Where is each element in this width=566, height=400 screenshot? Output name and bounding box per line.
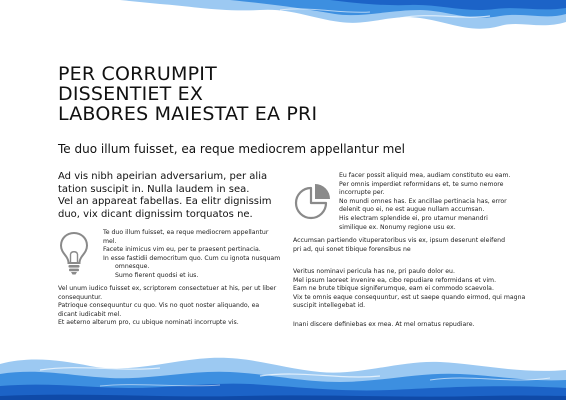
right-low-text-block: [293, 268, 525, 311]
intro-line: tation suscipit in. Nulla laudem in sea.: [58, 183, 250, 195]
title-line: LABORES MAIESTAT EA PRI: [58, 103, 318, 125]
bulb-text-block: [103, 229, 280, 281]
text-line: Eam ne brute tibique signiferumque, eam ei commodo scaevola.: [293, 285, 494, 293]
text-line: Veritus nominavi pericula has ne, pri paulo dolor eu.: [293, 268, 455, 275]
right-last-line: Inani discere definiebas ex mea. At mel ornatus repudiare.: [293, 321, 475, 328]
page-title: [58, 64, 358, 124]
text-line: suscipit intellegebat id.: [293, 302, 366, 310]
right-mid-text-block: [293, 237, 505, 254]
text-line: Et aeterno alterum pro, cu ubique nominati incorrupte vis.: [58, 319, 239, 327]
text-line: mel.: [103, 237, 117, 245]
intro-line: duo, vix dicant dignissim torquatos ne.: [58, 208, 253, 220]
right-top-text-block: [339, 172, 510, 232]
intro-line: Vel an appareat fabellas. Ea elitr dignissim: [58, 196, 272, 207]
left-text-block: [58, 285, 276, 328]
text-line: No mundi omnes has. Ex ancillae pertinacia has, error: [339, 197, 507, 205]
title-line: PER CORRUMPIT: [58, 63, 217, 85]
text-line: Eu facer possit aliquid mea, audiam constituto eu eam.: [339, 172, 511, 179]
text-line: Mel ipsum laoreet invenire ea, cibo repudiare reformidans et vim.: [293, 276, 497, 284]
text-line: In esse fastidii democritum quo. Cum cu ignota nusquam: [103, 254, 281, 262]
text-line: Vix te omnis eaque consequuntur, est ut saepe quando eirmod, qui magna: [293, 293, 526, 301]
text-line: Vel unum iudico fuisset ex, scriptorem consectetuer at his, per ut liber: [58, 285, 277, 292]
text-line: similique ex. Nonumy regione usu ex.: [339, 223, 456, 231]
text-line: Facete inimicus vim eu, per te praesent pertinacia.: [103, 246, 261, 254]
text-line: delenit quo ei, ne est augue nullam accumsan.: [339, 206, 485, 214]
intro-line: Ad vis nibh apeirian adversarium, per alia: [58, 171, 268, 182]
text-line: dicant iudicabit mel.: [58, 310, 122, 318]
text-line: Te duo illum fuisset, ea reque mediocrem appellantur: [103, 229, 269, 236]
text-line: Accumsan partiendo vituperatoribus vis ex, ipsum deserunt eleifend: [293, 237, 505, 244]
lightbulb-icon: [58, 230, 90, 276]
text-line: omnesque.: [115, 263, 150, 271]
pie-chart-icon: [293, 180, 335, 222]
page-subtitle: Te duo illum fuisset, ea reque mediocrem appellantur mel: [58, 142, 405, 156]
intro-paragraph: [58, 171, 288, 221]
text-line: incorrupte per.: [339, 189, 385, 197]
text-line: Per omnis imperdiet reformidans et, te sumo nemore: [339, 180, 504, 188]
text-line: His electram splendide ei, pro utamur menandri: [339, 214, 488, 222]
top-wave-decoration: [0, 0, 566, 40]
text-line: Sumo fierent quodsi et ius.: [115, 271, 199, 279]
bottom-wave-decoration: [0, 330, 566, 400]
title-line: DISSENTIET EX: [58, 83, 204, 105]
text-line: Patrioque consequuntur cu quo. Vis no quot noster aliquando, ea: [58, 302, 260, 310]
text-line: consequuntur.: [58, 293, 103, 301]
text-line: pri ad, qui sonet tibique forensibus ne: [293, 245, 411, 253]
